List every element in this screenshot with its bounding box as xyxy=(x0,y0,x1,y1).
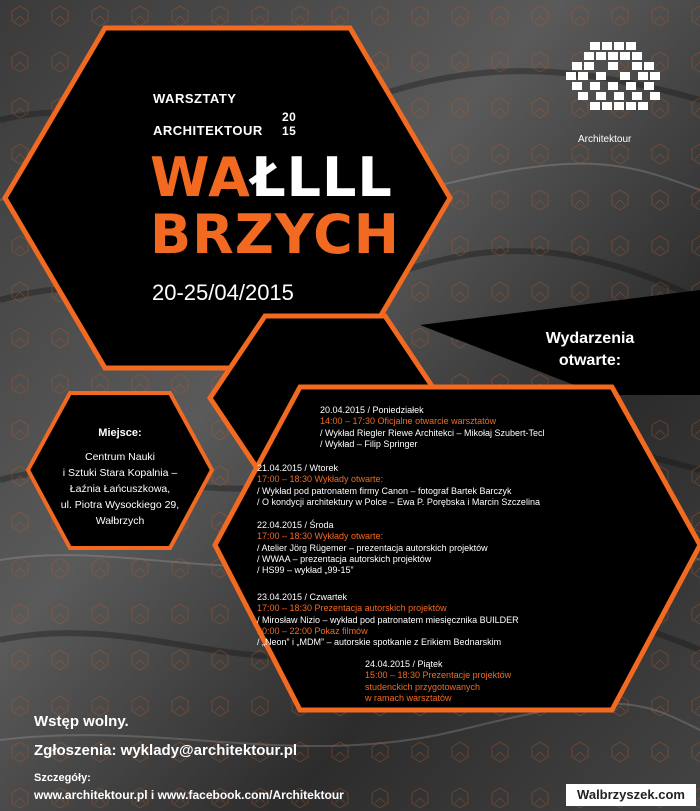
details-label: Szczegóły: xyxy=(34,772,91,784)
venue-block xyxy=(30,425,210,529)
logo-caption: Architektour xyxy=(578,134,632,145)
year-top: 20 xyxy=(282,110,297,124)
event-dates: 20-25/04/2015 xyxy=(152,280,294,305)
architektour-logo xyxy=(566,38,666,148)
event-item: / Wykład – Filip Springer xyxy=(320,438,418,449)
event-item: / Atelier Jörg Rügemer – prezentacja autorskich projektów xyxy=(257,542,488,553)
event-item: / Wykład Riegler Riewe Architekci – Mikołaj Szubert-Tecl xyxy=(320,427,545,438)
architektour-label: ARCHITEKTOUR xyxy=(153,123,263,138)
title-line2: BRZYCH xyxy=(150,203,400,266)
event-item: 17:00 – 18:30 Wykłady otwarte: xyxy=(257,531,383,542)
event-day xyxy=(257,520,488,576)
event-date: 20.04.2015 / Poniedziałek xyxy=(320,405,424,415)
event-day xyxy=(320,405,545,450)
event-item: / „Neon” i „MDM” – autorskie spotkanie z Erikiem Bednarskim xyxy=(257,637,502,648)
open-events-line1: Wydarzenia xyxy=(545,330,635,347)
event-date: 22.04.2015 / Środa xyxy=(257,520,334,530)
open-events-line2: otwarte: xyxy=(558,352,622,369)
event-item: studenckich przygotowanych xyxy=(365,681,481,692)
details-links[interactable]: www.architektour.pl i www.facebook.com/Architektour xyxy=(34,788,344,802)
venue-line: i Sztuki Stara Kopalnia – xyxy=(62,467,178,479)
event-day xyxy=(257,592,519,648)
logo-grid-icon xyxy=(566,38,666,128)
warsztaty-label: WARSZTATY xyxy=(153,91,237,106)
venue-line: Wałbrzych xyxy=(95,515,145,527)
event-item: / O kondycji architektury w Polce – Ewa P. Porębska i Marcin Szczelina xyxy=(257,496,540,507)
event-item: 14:00 – 17:30 Oficjalne otwarcie warsztatów xyxy=(320,416,497,427)
venue-line: ul. Piotra Wysockiego 29, xyxy=(60,499,180,511)
title-line1 xyxy=(150,148,393,208)
event-item: 15:00 – 18:30 Prezentacje projektów xyxy=(365,670,512,681)
event-item: w ramach warsztatów xyxy=(365,692,452,703)
event-date: 23.04.2015 / Czwartek xyxy=(257,592,348,602)
watermark xyxy=(566,784,696,806)
event-item: 17:00 – 18:30 Wykłady otwarte: xyxy=(257,474,383,485)
event-item: 17:00 – 18:30 Prezentacja autorskich projektów xyxy=(257,603,447,614)
event-date: 21.04.2015 / Wtorek xyxy=(257,463,339,473)
venue-line: Centrum Nauki xyxy=(84,451,156,463)
signup-line[interactable]: Zgłoszenia: wyklady@architektour.pl xyxy=(34,742,298,759)
event-date: 24.04.2015 / Piątek xyxy=(365,659,443,669)
event-item: 20:00 – 22:00 Pokaz filmów xyxy=(257,625,368,636)
event-item: / WWAA – prezentacja autorskich projektów xyxy=(257,553,432,564)
venue-line: Łaźnia Łańcuszkowa, xyxy=(69,483,171,495)
venue-title: Miejsce: xyxy=(98,427,142,439)
event-day xyxy=(365,659,511,704)
watermark-text: Walbrzyszek.com xyxy=(577,787,685,802)
year-bottom: 15 xyxy=(282,124,297,138)
title-accent: ŁLLL xyxy=(250,146,393,209)
entry-note: Wstęp wolny. xyxy=(34,713,129,730)
event-item: / Wykład pod patronatem firmy Canon – fotograf Bartek Barczyk xyxy=(257,485,512,496)
title-wa: WA xyxy=(150,146,251,209)
event-item: / HS99 – wykład „99-15” xyxy=(257,565,354,576)
open-events-heading xyxy=(515,328,665,372)
event-item: / Mirosław Nizio – wykład pod patronatem miesięcznika BUILDER xyxy=(257,614,519,625)
event-day xyxy=(257,463,540,508)
